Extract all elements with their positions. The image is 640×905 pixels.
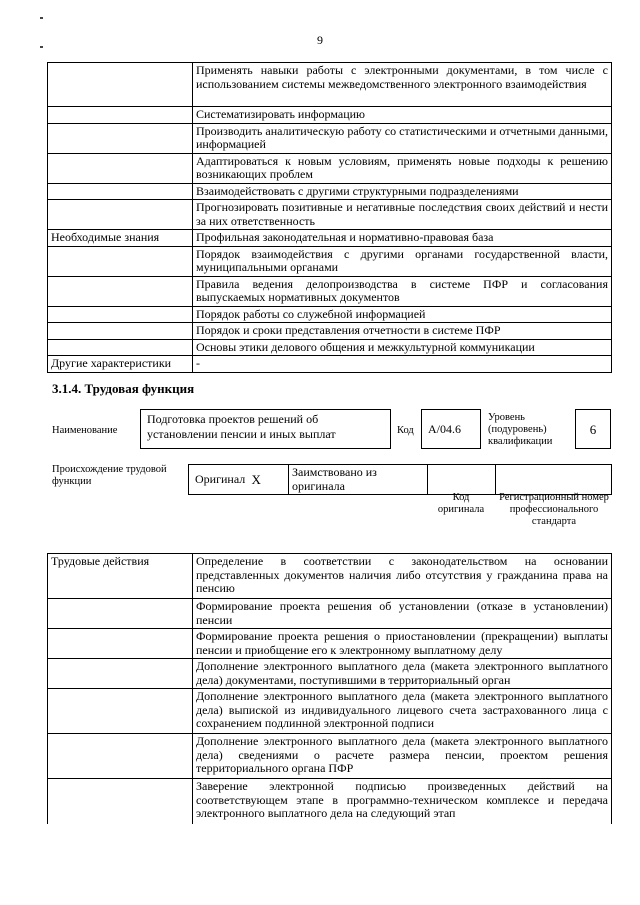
knowledge-item: Порядок работы со служебной информацией	[193, 306, 612, 323]
knowledge-label-cell	[48, 276, 193, 306]
skill-item: Взаимодействовать с другими структурными подразделениями	[193, 183, 612, 200]
action-item: Заверение электронной подписью произведенных действий на соответствующем этапе в программно-техническом комплексе и передача электронного выплатного дела на следующий этап	[193, 779, 612, 824]
action-item: Дополнение электронного выплатного дела (макета электронного выплатного дела) сведениями о расчете размера пенсии, проектом решения территориального органа ПФР	[193, 734, 612, 779]
actions-label-cell	[48, 689, 193, 734]
level-label: Уровень (подуровень) квалификации	[488, 412, 553, 447]
regnum-caption: Регистрационный номер профессионального стандарта	[499, 492, 609, 527]
skills-label-cell	[48, 107, 193, 124]
knowledge-item: Порядок взаимодействия с другими органами государственной власти, муниципальными органами	[193, 246, 612, 276]
knowledge-label-cell	[48, 306, 193, 323]
skills-label-cell	[48, 153, 193, 183]
actions-label-cell	[48, 629, 193, 659]
action-item: Формирование проекта решения об установлении (отказе в установлении) пенсии	[193, 599, 612, 629]
skills-label-cell	[48, 183, 193, 200]
name-label: Наименование	[52, 425, 118, 436]
origin-table	[188, 464, 612, 495]
borrowed-label: Заимствовано из оригинала	[289, 465, 428, 495]
other-characteristics-value: -	[193, 356, 612, 373]
function-code: A/04.6	[421, 409, 481, 449]
action-item: Дополнение электронного выплатного дела (макета электронного выплатного дела) документами, поступившими в территориальный орган	[193, 659, 612, 689]
knowledge-label: Необходимые знания	[48, 230, 193, 247]
origin-label: Происхождение трудовой функции	[52, 464, 167, 487]
skill-item: Применять навыки работы с электронными документами, в том числе с использованием системы межведомственного электронного взаимодействия	[193, 63, 612, 107]
section-heading: 3.1.4. Трудовая функция	[52, 381, 195, 396]
function-name: Подготовка проектов решений об установлении пенсии и иных выплат	[140, 409, 391, 449]
skills-label-cell	[48, 123, 193, 153]
skill-item: Систематизировать информацию	[193, 107, 612, 124]
code-original-cell	[428, 465, 496, 495]
action-item: Определение в соответствии с законодательством на основании представленных документов наличия либо отсутствия у гражданина права на пенсию	[193, 554, 612, 599]
knowledge-label-cell	[48, 323, 193, 340]
actions-label-cell	[48, 599, 193, 629]
skills-label-cell	[48, 200, 193, 230]
other-characteristics-label: Другие характеристики	[48, 356, 193, 373]
knowledge-label-cell	[48, 246, 193, 276]
skill-item: Производить аналитическую работу со статистическими и отчетными данными, информацией	[193, 123, 612, 153]
skills-table	[47, 62, 612, 373]
actions-label-cell	[48, 734, 193, 779]
knowledge-label-cell	[48, 339, 193, 356]
knowledge-item: Основы этики делового общения и межкультурной коммуникации	[193, 339, 612, 356]
knowledge-item: Правила ведения делопроизводства в системе ПФР и согласования выпускаемых нормативных документов	[193, 276, 612, 306]
code-original-caption: Код оригинала	[437, 492, 485, 515]
actions-label-cell	[48, 659, 193, 689]
actions-table	[47, 553, 612, 824]
knowledge-item: Порядок и сроки представления отчетности в системе ПФР	[193, 323, 612, 340]
original-mark: X	[249, 465, 289, 495]
skills-label-cell	[48, 63, 193, 107]
skill-item: Адаптироваться к новым условиям, применять новые подходы к решению возникающих проблем	[193, 153, 612, 183]
scan-mark	[40, 17, 43, 19]
actions-label: Трудовые действия	[48, 554, 193, 599]
action-item: Дополнение электронного выплатного дела (макета электронного выплатного дела) выпиской из индивидуального лицевого счета застрахованного лица с сохранением подлинной электронной подписи	[193, 689, 612, 734]
page-number: 9	[317, 33, 323, 47]
level-value: 6	[575, 409, 611, 449]
original-label: Оригинал	[189, 465, 249, 495]
action-item: Формирование проекта решения о приостановлении (прекращении) выплаты пенсии и приобщение его к электронному выплатному делу	[193, 629, 612, 659]
code-label: Код	[397, 425, 414, 436]
knowledge-item: Профильная законодательная и нормативно-правовая база	[193, 230, 612, 247]
actions-label-cell	[48, 779, 193, 824]
regnum-cell	[496, 465, 612, 495]
skill-item: Прогнозировать позитивные и негативные последствия своих действий и нести за них ответственность	[193, 200, 612, 230]
